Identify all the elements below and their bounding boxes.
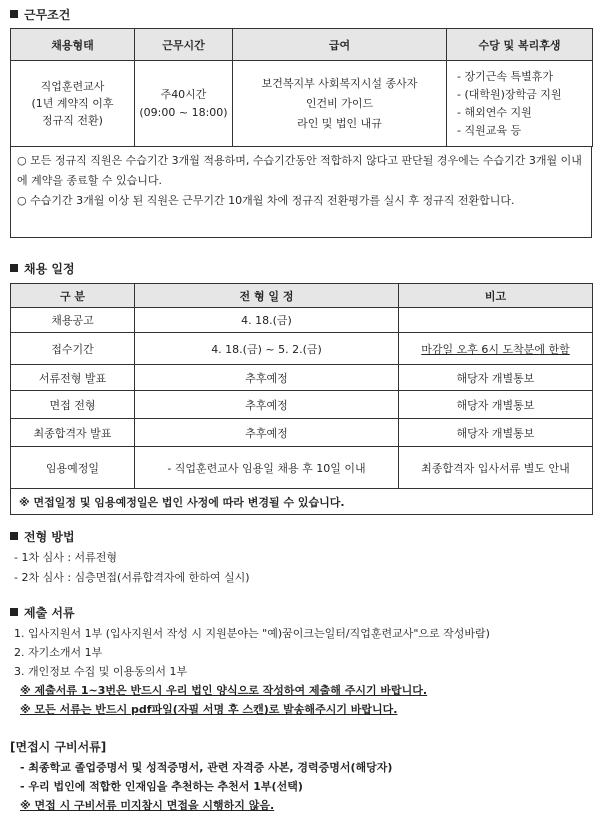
salary-cell: 보건복지부 사회복지시설 종사자 인건비 가이드 라인 및 법인 내규 [233,61,447,147]
employment-type-cell: 직업훈련교사 (1년 계약직 이후 정규직 전환) [11,61,135,147]
table-row: 채용공고 4. 18.(금) [11,308,593,333]
table-row: 면접 전형 추후예정 해당자 개별통보 [11,391,593,419]
list-item: - 2차 심사 : 심층면접(서류합격자에 한하여 실시) [14,571,250,584]
col-header: 근무시간 [135,29,233,61]
col-header: 구 분 [11,284,135,308]
deadline-remark: 마감일 오후 6시 도착분에 한함 [421,342,570,356]
square-bullet-icon [10,10,18,18]
section-title-conditions: 근무조건 [10,6,70,23]
table-row: 임용예정일 - 직업훈련교사 임용일 채용 후 10일 이내 최종합격자 입사서류 별도 안내 [11,447,593,489]
documents-note: ※ 모든 서류는 반드시 pdf파일(자필 서명 후 스캔)로 발송해주시기 바랍니다. [20,703,398,716]
section-title-interview-docs: [면접시 구비서류] [10,740,107,754]
note-line: ○ 모든 정규직 직원은 수습기간 3개월 적용하며, 수습기간동안 적합하지 않다고 판단될 경우에는 수습기간 3개월 이내에 계약을 종료할 수 있습니다. [17,154,582,187]
square-bullet-icon [10,264,18,272]
section-title-method: 전형 방법 [10,528,75,545]
benefits-cell: - 장기근속 특별휴가 - (대학원)장학금 지원 - 해외연수 지원 - 직원교육 등 [447,61,593,147]
square-bullet-icon [10,532,18,540]
schedule-table [10,283,593,515]
documents-note: ※ 제출서류 1~3번은 반드시 우리 법인 양식으로 작성하여 제출해 주시기 바랍니다. [20,684,428,697]
table-row: 서류전형 발표 추후예정 해당자 개별통보 [11,365,593,391]
col-header: 채용형태 [11,29,135,61]
section-title-documents: 제출 서류 [10,604,75,621]
list-item: - 우리 법인에 적합한 인재임을 추천하는 추천서 1부(선택) [20,780,303,793]
schedule-footnote: ※ 면접일정 및 임용예정일은 법인 사정에 따라 변경될 수 있습니다. [11,489,593,515]
table-row: 접수기간 4. 18.(금) ~ 5. 2.(금) 마감일 오후 6시 도착분에 한함 [11,333,593,365]
list-item: 3. 개인정보 수집 및 이용동의서 1부 [14,665,188,678]
col-header: 수당 및 복리후생 [447,29,593,61]
note-line: ○ 수습기간 3개월 이상 된 직원은 근무기간 10개월 차에 정규직 전환평가를 실시 후 정규직 전환합니다. [17,194,515,207]
col-header: 전 형 일 정 [135,284,399,308]
list-item: 1. 입사지원서 1부 (입사지원서 작성 시 지원분야는 "예)꿈이크는일터/직업훈련교사"으로 작성바람) [14,627,490,640]
interview-note: ※ 면접 시 구비서류 미지참시 면접을 시행하지 않음. [20,799,275,812]
list-item: 2. 자기소개서 1부 [14,646,103,659]
work-hours-cell: 주40시간 (09:00 ~ 18:00) [135,61,233,147]
col-header: 급여 [233,29,447,61]
conditions-table [10,28,593,147]
table-row: 최종합격자 발표 추후예정 해당자 개별통보 [11,419,593,447]
list-item: - 1차 심사 : 서류전형 [14,551,118,564]
col-header: 비고 [399,284,593,308]
list-item: - 최종학교 졸업증명서 및 성적증명서, 관련 자격증 사본, 경력증명서(해당자) [20,761,393,774]
square-bullet-icon [10,608,18,616]
section-title-schedule: 채용 일정 [10,260,75,277]
probation-notes [10,146,592,238]
